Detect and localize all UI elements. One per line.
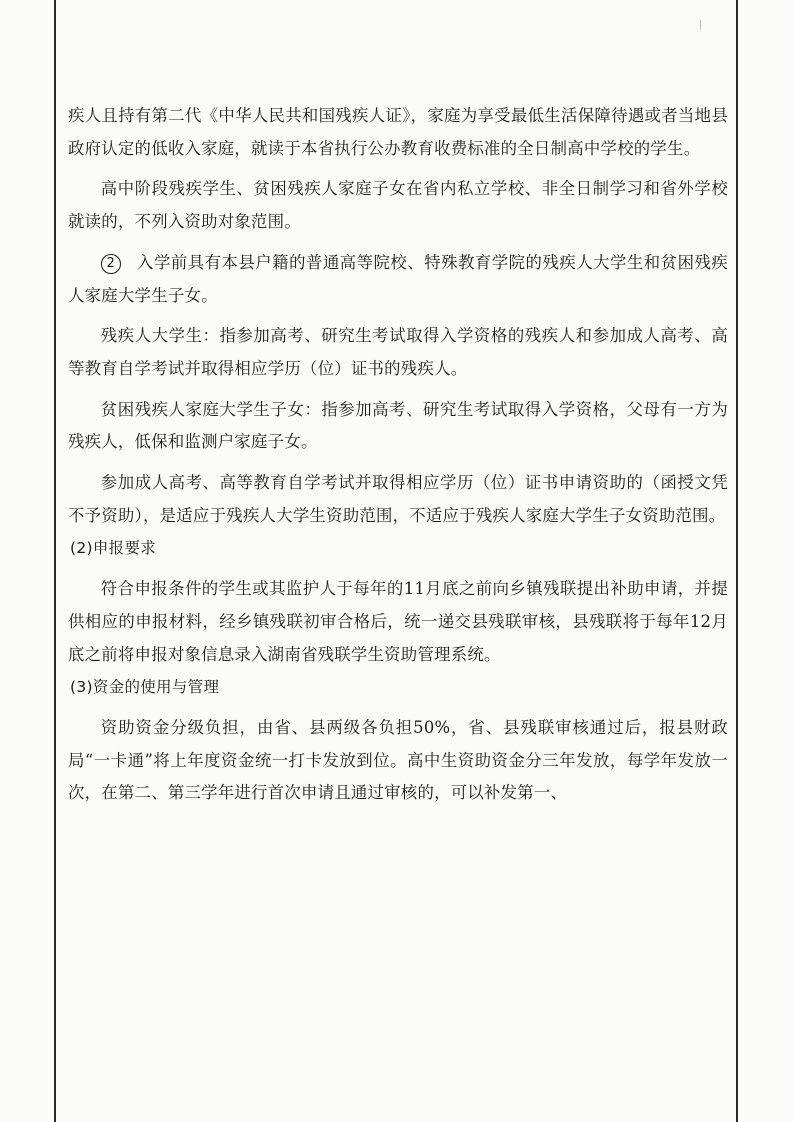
list-item-text: 入学前具有本县户籍的普通高等院校、特殊教育学院的残疾人大学生和贫困残疾人家庭大学生子女。 (68, 252, 728, 305)
section-heading-application: (2)申报要求 (70, 539, 157, 558)
paragraph-adult-exam-scope: 参加成人高考、高等教育自学考试并取得相应学历（位）证书申请资助的（函授文凭不予资助），是适应于残疾人大学生资助范围，不适应于残疾人家庭大学生子女资助范围。 (68, 473, 728, 525)
paragraph-application-requirements: 符合申报条件的学生或其监护人于每年的11月底之前向乡镇残联提出补助申请，并提供相应的申报材料，经乡镇残联初审合格后，统一递交县残联审核，县残联将于每年12月底之前将申报对象信息录入湖南省残联学生资助管理系统。 (68, 579, 728, 664)
section-heading-funds: (3)资金的使用与管理 (70, 678, 220, 697)
list-item-university-students (68, 247, 728, 312)
paragraph-funds-management: 资助资金分级负担，由省、县两级各负担50%，省、县残联审核通过后，报县财政局“一卡通”将上年度资金统一打卡发放到位。高中生资助资金分三年发放，每学年发放一次，在第二、第三学年进行首次申请且通过审核的，可以补发第一、 (68, 717, 728, 803)
paragraph-disabled-student-definition: 残疾人大学生：指参加高考、研究生考试取得入学资格的残疾人和参加成人高考、高等教育自学考试并取得相应学历（位）证书的残疾人。 (68, 326, 728, 378)
paragraph-family-children-definition: 贫困残疾人家庭大学生子女：指参加高考、研究生考试取得入学资格，父母有一方为残疾人，低保和监测户家庭子女。 (68, 399, 728, 452)
paragraph-eligibility-continued: 疾人且持有第二代《中华人民共和国残疾人证》，家庭为享受最低生活保障待遇或者当地县政府认定的低收入家庭，就读于本省执行公办教育收费标准的全日制高中学校的学生。 (68, 106, 728, 158)
circled-number: 2 (101, 254, 121, 274)
scan-mark (700, 20, 701, 30)
paragraph-excluded-schools: 高中阶段残疾学生、贫困残疾人家庭子女在省内私立学校、非全日制学习和省外学校就读的，不列入资助对象范围。 (68, 179, 728, 232)
document-body (68, 100, 728, 810)
